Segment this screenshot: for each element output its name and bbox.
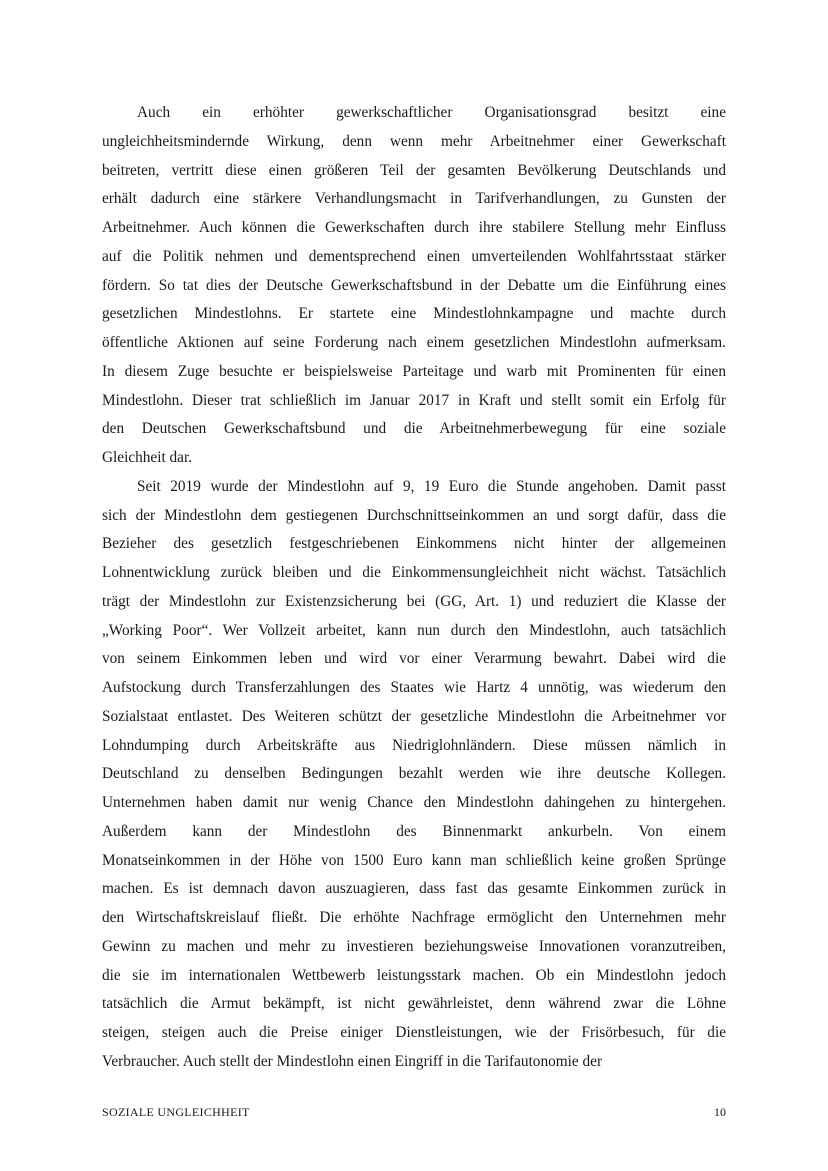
- text-line: Aufstockung durch Transferzahlungen des Staates wie Hartz 4 unnötig, was wiederum den: [102, 679, 726, 696]
- text-line: gesetzlichen Mindestlohns. Er startete eine Mindestlohnkampagne und machte durch: [102, 305, 726, 323]
- text-line: Deutschland zu denselben Bedingungen bezahlt werden wie ihre deutsche Kollegen.: [102, 765, 726, 783]
- text-line: Mindestlohn. Dieser trat schließlich im Januar 2017 in Kraft und stellt somit ein Erfolg für: [102, 391, 726, 409]
- paragraph-2: [102, 473, 726, 1077]
- page-footer: [102, 1102, 726, 1122]
- text-line: fördern. So tat dies der Deutsche Gewerkschaftsbund in der Debatte um die Einführung eines: [102, 276, 726, 294]
- text-line: den Wirtschaftskreislauf fließt. Die erhöhte Nachfrage ermöglicht den Unternehmen mehr: [102, 909, 726, 926]
- text-line: auf die Politik nehmen und dementsprechend einen umverteilenden Wohlfahrtsstaat stärker: [102, 247, 726, 265]
- text-line: Außerdem kann der Mindestlohn des Binnenmarkt ankurbeln. Von einem: [102, 822, 726, 840]
- text-line: tatsächlich die Armut bekämpft, ist nicht gewährleistet, denn während zwar die Löhne: [102, 995, 726, 1013]
- text-line: „Working Poor“. Wer Vollzeit arbeitet, kann nun durch den Mindestlohn, auch tatsächlich: [102, 621, 726, 639]
- text-line: Arbeitnehmer. Auch können die Gewerkschaften durch ihre stabilere Stellung mehr Einfluss: [102, 219, 726, 236]
- text-line: ungleichheitsmindernde Wirkung, denn wenn mehr Arbeitnehmer einer Gewerkschaft: [102, 132, 726, 150]
- text-line: Unternehmen haben damit nur wenig Chance den Mindestlohn dahingehen zu hintergehen.: [102, 794, 726, 811]
- text-line: Sozialstaat entlastet. Des Weiteren schützt der gesetzliche Mindestlohn die Arbeitnehmer vor: [102, 707, 726, 725]
- running-head: SOZIALE UNGLEICHHEIT: [102, 1105, 250, 1119]
- text-line: beitreten, vertritt diese einen größeren Teil der gesamten Bevölkerung Deutschlands und: [102, 161, 726, 179]
- text-line: Lohnentwicklung zurück bleiben und die Einkommensungleichheit nicht wächst. Tatsächlich: [102, 564, 726, 581]
- text-line: die sie im internationalen Wettbewerb leistungsstark machen. Ob ein Mindestlohn jedoch: [102, 966, 726, 984]
- text-line: machen. Es ist demnach davon auszuagieren, dass fast das gesamte Einkommen zurück in: [102, 880, 726, 898]
- paragraph-1: [102, 99, 726, 473]
- text-line: Gleichheit dar.: [102, 449, 193, 466]
- text-line: Lohndumping durch Arbeitskräfte aus Niedriglohnländern. Diese müssen nämlich in: [102, 736, 726, 754]
- text-line: erhält dadurch eine stärkere Verhandlungsmacht in Tarifverhandlungen, zu Gunsten der: [102, 190, 726, 208]
- text-line: sich der Mindestlohn dem gestiegenen Durchschnittseinkommen an und sorgt dafür, dass die: [102, 506, 726, 524]
- text-line: öffentliche Aktionen auf seine Forderung nach einem gesetzlichen Mindestlohn aufmerksam.: [102, 334, 726, 351]
- text-line: Gewinn zu machen und mehr zu investieren beziehungsweise Innovationen voranzutreiben,: [102, 937, 726, 955]
- text-line: Verbraucher. Auch stellt der Mindestlohn einen Eingriff in die Tarifautonomie der: [102, 1052, 603, 1070]
- text-line: Monatseinkommen in der Höhe von 1500 Euro kann man schließlich keine großen Sprünge: [102, 851, 726, 869]
- text-line: Auch ein erhöhter gewerkschaftlicher Organisationsgrad besitzt eine: [137, 104, 726, 121]
- text-line: In diesem Zuge besuchte er beispielsweise Parteitage und warb mit Prominenten für einen: [102, 362, 726, 380]
- body-text: [102, 99, 726, 1077]
- text-line: von seinem Einkommen leben und wird vor einer Verarmung bewahrt. Dabei wird die: [102, 650, 726, 668]
- text-line: trägt der Mindestlohn zur Existenzsicherung bei (GG, Art. 1) und reduziert die Klasse der: [102, 592, 726, 610]
- text-line: den Deutschen Gewerkschaftsbund und die Arbeitnehmerbewegung für eine soziale: [102, 420, 726, 438]
- page-number: 10: [714, 1105, 726, 1119]
- text-line: Seit 2019 wurde der Mindestlohn auf 9, 19 Euro die Stunde angehoben. Damit passt: [137, 477, 726, 495]
- text-line: Bezieher des gesetzlich festgeschriebenen Einkommens nicht hinter der allgemeinen: [102, 535, 726, 553]
- text-line: steigen, steigen auch die Preise einiger Dienstleistungen, wie der Frisörbesuch, für die: [102, 1024, 726, 1041]
